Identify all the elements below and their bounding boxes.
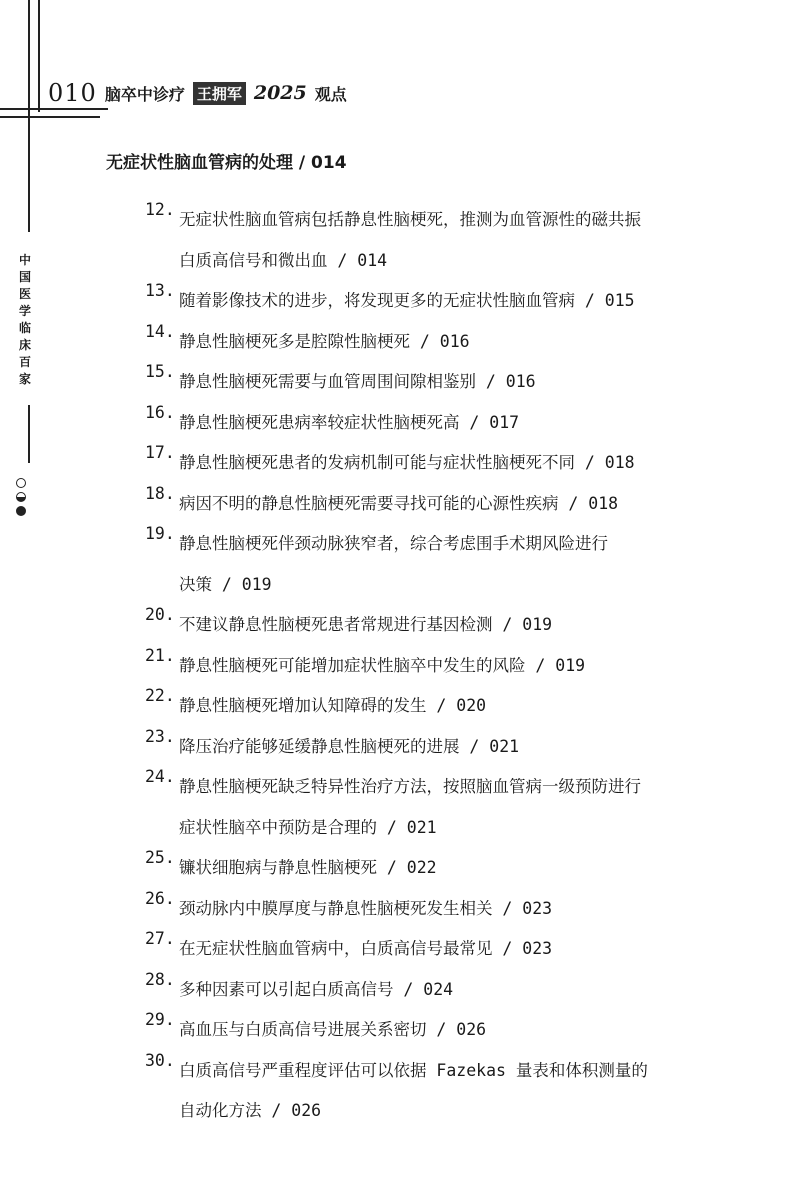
toc-entry[interactable] (145, 889, 745, 930)
toc-entry-text (179, 1010, 745, 1051)
toc-entry-line: 在无症状性脑血管病中，白质高信号最常见 / 023 (179, 939, 553, 958)
toc-entry-line: 多种因素可以引起白质高信号 / 024 (179, 979, 454, 999)
toc-entry-line: 静息性脑梗死可能增加症状性脑卒中发生的风险 / 019 (179, 655, 586, 675)
toc-entry[interactable] (145, 1010, 745, 1051)
toc-entry[interactable] (145, 686, 745, 727)
section-title: 无症状性脑血管病的处理 / 014 (106, 153, 347, 173)
toc-entry-text (179, 443, 745, 484)
page-number: 010 (48, 79, 97, 107)
toc-entry[interactable] (145, 484, 745, 525)
toc-entry[interactable] (145, 443, 745, 484)
series-side-label: 中 国 医 学 临 床 百 家 (18, 253, 31, 386)
toc-entry-line: 无症状性脑血管病包括静息性脑梗死，推测为血管源性的磁共振 (179, 210, 641, 229)
half-circle-icon (16, 492, 26, 502)
toc-entry-number: 27. (145, 929, 175, 948)
empty-circle-icon (16, 478, 26, 488)
toc-entry[interactable] (145, 1051, 745, 1132)
toc-entry-number: 28. (145, 969, 175, 989)
toc-entry-line: 不建议静息性脑梗死患者常规进行基因检测 / 019 (179, 615, 553, 634)
margin-rule (38, 0, 40, 112)
toc-entry[interactable] (145, 281, 745, 322)
toc-entry-number: 19. (145, 524, 175, 543)
toc-entry-number: 23. (145, 726, 175, 746)
toc-entry[interactable] (145, 322, 745, 363)
toc-entry[interactable] (145, 727, 745, 768)
toc-entry-number: 25. (145, 848, 175, 867)
toc-entry-line: 自动化方法 / 026 (179, 1101, 322, 1120)
edition-year: 2025 (253, 82, 307, 104)
title-suffix: 观点 (314, 84, 347, 104)
toc-entry-line: 决策 / 019 (179, 574, 272, 594)
toc-entry-text (179, 524, 745, 605)
toc-entry-text (179, 889, 745, 930)
toc-entry-line: 白质高信号严重程度评估可以依据 Fazekas 量表和体积测量的 (179, 1060, 648, 1080)
header-rule (0, 108, 108, 110)
toc-entry-text (179, 970, 745, 1011)
toc-entry[interactable] (145, 646, 745, 687)
toc-entry-text (179, 848, 745, 889)
toc-entry-number: 14. (145, 321, 175, 341)
toc-entry-line: 静息性脑梗死缺乏特异性治疗方法，按照脑血管病一级预防进行 (179, 777, 641, 796)
toc-entry-text (179, 929, 745, 970)
toc-entry-text (179, 200, 745, 281)
toc-entry-text (179, 362, 745, 403)
toc-entry-text (179, 605, 745, 646)
toc-entry-line: 静息性脑梗死多是腔隙性脑梗死 / 016 (179, 331, 470, 351)
toc-entry-number: 17. (145, 443, 175, 462)
filled-circle-icon (16, 506, 26, 516)
book-title: 脑卒中诊疗 (104, 84, 185, 104)
toc-entry-line: 颈动脉内中膜厚度与静息性脑梗死发生相关 / 023 (179, 898, 553, 918)
toc-entry-number: 18. (145, 483, 175, 503)
toc-entry[interactable] (145, 970, 745, 1011)
toc-entry-text (179, 484, 745, 525)
toc-entry-number: 21. (145, 645, 175, 665)
toc-entry-line: 静息性脑梗死需要与血管周围间隙相鉴别 / 016 (179, 372, 536, 391)
decorative-dots (16, 478, 30, 520)
toc-entry-number: 30. (145, 1050, 175, 1070)
toc-entry-text (179, 727, 745, 768)
running-header (48, 78, 347, 108)
margin-rule (28, 405, 30, 463)
margin-rule (28, 0, 30, 112)
toc-entry[interactable] (145, 524, 745, 605)
toc-entry-number: 13. (145, 281, 175, 300)
toc-entry-line: 降压治疗能够延缓静息性脑梗死的进展 / 021 (179, 736, 520, 756)
toc-entry[interactable] (145, 767, 745, 848)
toc-entry-number: 24. (145, 767, 175, 786)
toc-entry-line: 镰状细胞病与静息性脑梗死 / 022 (179, 858, 437, 877)
toc-entry-number: 20. (145, 605, 175, 624)
toc-entry[interactable] (145, 362, 745, 403)
toc-entry-number: 12. (145, 200, 175, 219)
toc-entry-text (179, 281, 745, 322)
toc-entry-number: 15. (145, 362, 175, 381)
toc-entry-line: 静息性脑梗死患病率较症状性脑梗死高 / 017 (179, 412, 520, 432)
author-badge: 王拥军 (193, 82, 246, 105)
toc-entry-line: 高血压与白质高信号进展关系密切 / 026 (179, 1020, 487, 1039)
toc-entry[interactable] (145, 929, 745, 970)
toc-entry-line: 随着影像技术的进步，将发现更多的无症状性脑血管病 / 015 (179, 291, 635, 310)
toc-entry-text (179, 686, 745, 727)
toc-entry-number: 29. (145, 1010, 175, 1029)
toc-entry-number: 16. (145, 402, 175, 422)
margin-rule (28, 112, 30, 232)
toc-entry-line: 静息性脑梗死伴颈动脉狭窄者，综合考虑围手术期风险进行 (179, 534, 608, 553)
toc-entry[interactable] (145, 605, 745, 646)
toc-list (145, 200, 745, 1132)
toc-entry-line: 症状性脑卒中预防是合理的 / 021 (179, 817, 437, 837)
header-rule (0, 116, 100, 118)
toc-entry-text (179, 1051, 745, 1132)
toc-entry[interactable] (145, 848, 745, 889)
toc-entry-number: 26. (145, 888, 175, 908)
toc-entry[interactable] (145, 200, 745, 281)
toc-entry-line: 静息性脑梗死增加认知障碍的发生 / 020 (179, 696, 487, 715)
toc-entry-text (179, 322, 745, 363)
toc-entry-text (179, 767, 745, 848)
toc-entry-line: 白质高信号和微出血 / 014 (179, 250, 388, 270)
toc-entry[interactable] (145, 403, 745, 444)
toc-entry-line: 病因不明的静息性脑梗死需要寻找可能的心源性疾病 / 018 (179, 493, 619, 513)
toc-entry-text (179, 646, 745, 687)
toc-entry-line: 静息性脑梗死患者的发病机制可能与症状性脑梗死不同 / 018 (179, 453, 635, 472)
toc-entry-text (179, 403, 745, 444)
toc-entry-number: 22. (145, 686, 175, 705)
